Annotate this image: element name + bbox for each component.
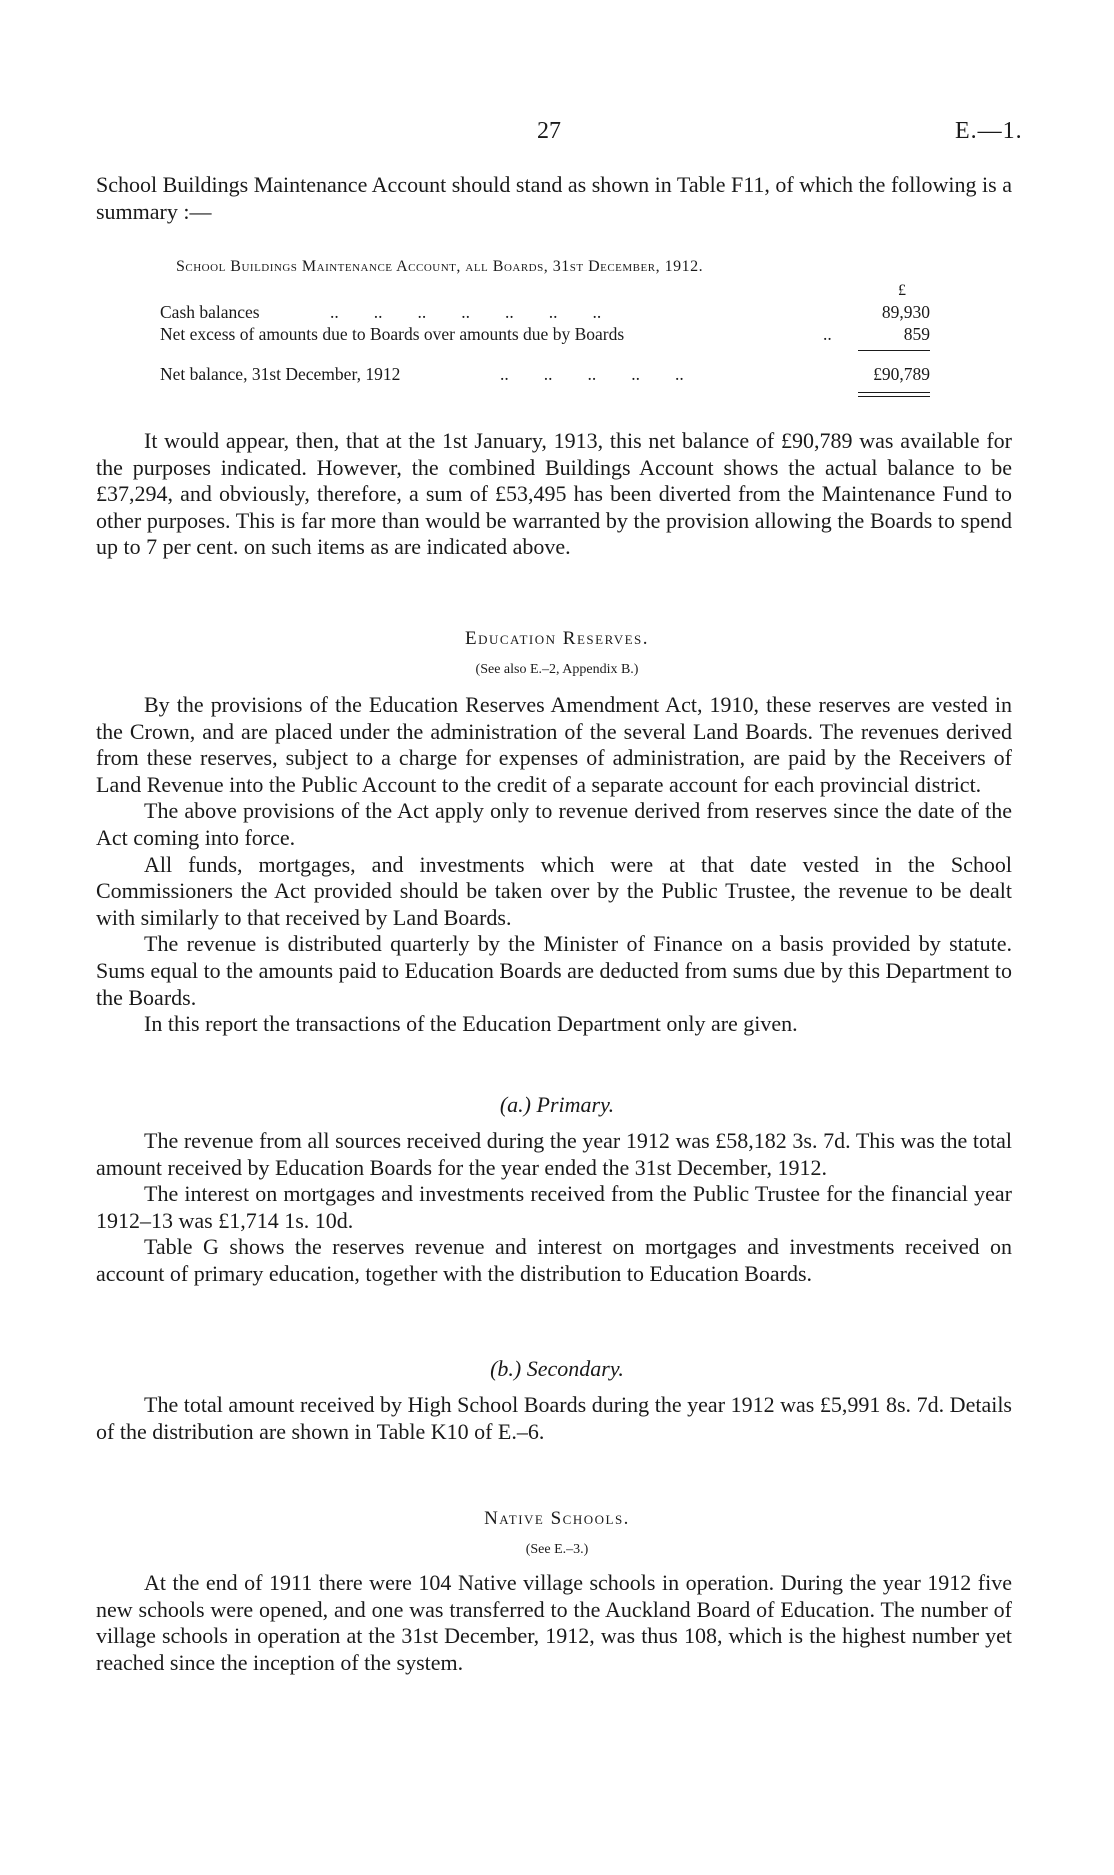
section-note: (See E.–3.) <box>525 1542 589 1557</box>
row-label: Net balance, 31st December, 1912 <box>160 364 401 384</box>
intro-text: School Buildings Maintenance Account should stand as shown in Table F11, of which the following is a summary :— <box>96 172 1012 224</box>
education-reserves-body <box>96 692 1012 1038</box>
paragraph-text: Table G shows the reserves revenue and interest on mortgages and investments received on account of primary education, together with the distribution to Education Boards. <box>96 1234 1012 1286</box>
paragraph-text: The revenue from all sources received during the year 1912 was £58,182 3s. 7d. This was the total amount received by Education Boards for the year ended the 31st December, 1912. <box>96 1128 1012 1180</box>
intro-paragraph <box>96 172 1012 225</box>
row-amount: 89,930 <box>881 302 930 322</box>
paragraph-text: The total amount received by High School Boards during the year 1912 was £5,991 8s. 7d. Details of the distribution are shown in Table K10 of E.–6. <box>96 1392 1012 1444</box>
total-rule-top <box>858 392 930 393</box>
paragraph-text: It would appear, then, that at the 1st January, 1913, this net balance of £90,789 was available for the purposes indicated. However, the combined Buildings Account shows the actual balance to be £37,294, and obviously, therefore, a sum of £53,495 has been diverted from the Maintenance Fund to other purposes. This is far more than would be warranted by the provision allowing the Boards to spend up to 7 per cent. on such items as are indicated above. <box>96 428 1012 560</box>
row-leader-dots: .. .. .. .. .. .. .. <box>330 302 602 322</box>
paragraph-text: At the end of 1911 there were 104 Native village schools in operation. During the year 1912 five new schools were opened, and one was transferred to the Auckland Board of Education. The number of village schools in operation at the 31st December, 1912, was thus 108, which is the highest number yet reached since the inception of the system. <box>96 1570 1012 1675</box>
account-table-title: School Buildings Maintenance Account, all Boards, 31st December, 1912. <box>176 258 704 275</box>
row-label: Net excess of amounts due to Boards over amounts due by Boards <box>160 324 625 344</box>
currency-symbol: £ <box>898 282 906 299</box>
row-label: Cash balances <box>160 302 260 322</box>
section-heading-native-schools: Native Schools. <box>484 1508 630 1529</box>
secondary-body <box>96 1392 1012 1445</box>
paragraph-text: All funds, mortgages, and investments which were at that date vested in the School Commissioners the Act provided should be taken over by the Public Trustee, the revenue to be dealt with similarly to that received by Land Boards. <box>96 851 1012 930</box>
table-row-net-balance <box>160 364 930 386</box>
page-number: 27 <box>537 118 561 144</box>
paragraph-text: In this report the transactions of the Education Department only are given. <box>144 1011 798 1037</box>
paragraph-text: The revenue is distributed quarterly by the Minister of Finance on a basis provided by statute. Sums equal to the amounts paid to Education Boards are deducted from sums due by this Department to the Boards. <box>96 931 1012 1010</box>
subsection-heading-primary: (a.) Primary. <box>499 1092 615 1117</box>
maintenance-paragraph <box>96 428 1012 561</box>
paragraph-text: The interest on mortgages and investments received from the Public Trustee for the financial year 1912–13 was £1,714 1s. 10d. <box>96 1181 1012 1233</box>
section-heading-education-reserves: Education Reserves. <box>464 628 650 649</box>
document-reference: E.—1. <box>955 118 1023 144</box>
native-schools-body <box>96 1570 1012 1676</box>
table-row-net-excess <box>160 324 930 346</box>
row-amount: 859 <box>903 324 930 344</box>
paragraph-text: The above provisions of the Act apply only to revenue derived from reserves since the date of the Act coming into force. <box>96 798 1012 850</box>
subtotal-rule <box>858 350 930 351</box>
subsection-heading-secondary: (b.) Secondary. <box>490 1356 624 1381</box>
row-leader-dots: .. .. .. .. .. <box>500 364 684 384</box>
section-note: (See also E.–2, Appendix B.) <box>475 662 639 677</box>
row-leader-dots: .. <box>823 324 832 344</box>
primary-body <box>96 1128 1012 1288</box>
total-rule-bottom <box>858 396 930 397</box>
paragraph-text: By the provisions of the Education Reserves Amendment Act, 1910, these reserves are vested in the Crown, and are placed under the administration of the several Land Boards. The revenues derived from these reserves, subject to a charge for expenses of administration, are paid by the Receivers of Land Revenue into the Public Account to the credit of a separate account for each provincial district. <box>96 692 1012 797</box>
table-row-cash-balances <box>160 302 930 324</box>
row-amount: £90,789 <box>873 364 930 384</box>
